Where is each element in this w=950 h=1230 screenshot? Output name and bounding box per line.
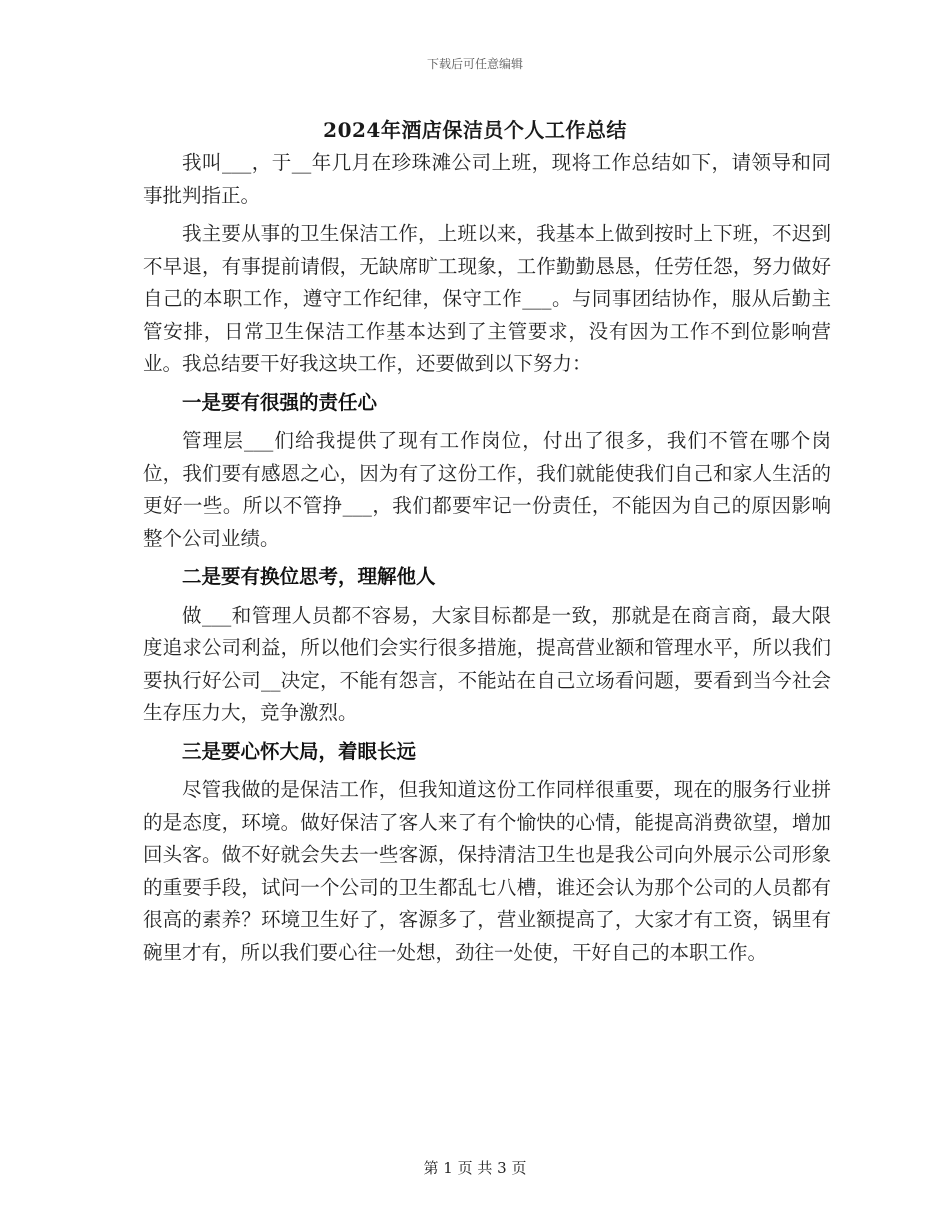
page-footer: 第 1 页 共 3 页 xyxy=(423,1159,527,1177)
document-title: 2024年酒店保洁员个人工作总结 xyxy=(323,118,627,142)
section-heading-3: 三是要心怀大局，着眼长远 xyxy=(182,739,417,763)
header-note: 下载后可任意编辑 xyxy=(426,57,523,71)
section-2-paragraph: 做___和管理人员都不容易，大家目标都是一致，那就是在商言商，最大限度追求公司利益，所以他们会实行很多措施，提高营业额和管理水平，所以我们要执行好公司__决定，不能有怨言，不能站在自己立场看问题，要看到当今社会生存压力大，竞争激烈。 xyxy=(143,603,831,724)
document-body xyxy=(143,147,831,975)
section-heading-1: 一是要有很强的责任心 xyxy=(182,390,378,414)
section-3-paragraph: 尽管我做的是保洁工作，但我知道这份工作同样很重要，现在的服务行业拼的是态度，环境。做好保洁了客人来了有个愉快的心情，能提高消费欲望，增加回头客。做不好就会失去一些客源，保持清洁卫生也是我公司向外展示公司形象的重要手段，试问一个公司的卫生都乱七八槽，谁还会认为那个公司的人员都有很高的素养？环境卫生好了，客源多了，营业额提高了，大家才有工资，锅里有碗里才有，所以我们要心往一处想，劲往一处使，干好自己的本职工作。 xyxy=(143,778,831,964)
section-heading-2: 二是要有换位思考，理解他人 xyxy=(182,565,436,588)
intro-paragraph: 我叫___，于__年几月在珍珠滩公司上班，现将工作总结如下，请领导和同事批判指正。 xyxy=(143,151,831,207)
duties-paragraph: 我主要从事的卫生保洁工作，上班以来，我基本上做到按时上下班，不迟到不早退，有事提前请假，无缺席旷工现象，工作勤勤恳恳，任劳任怨，努力做好自己的本职工作，遵守工作纪律，保守工作___。与同事团结协作，服从后勤主管安排，日常卫生保洁工作基本达到了主管要求，没有因为工作不到位影响营业。我总结要干好我这块工作，还要做到以下努力： xyxy=(143,222,831,375)
section-1-paragraph: 管理层___们给我提供了现有工作岗位，付出了很多，我们不管在哪个岗位，我们要有感恩之心，因为有了这份工作，我们就能使我们自己和家人生活的更好一些。所以不管挣___，我们都要牢记一份责任，不能因为自己的原因影响整个公司业绩。 xyxy=(143,429,831,550)
